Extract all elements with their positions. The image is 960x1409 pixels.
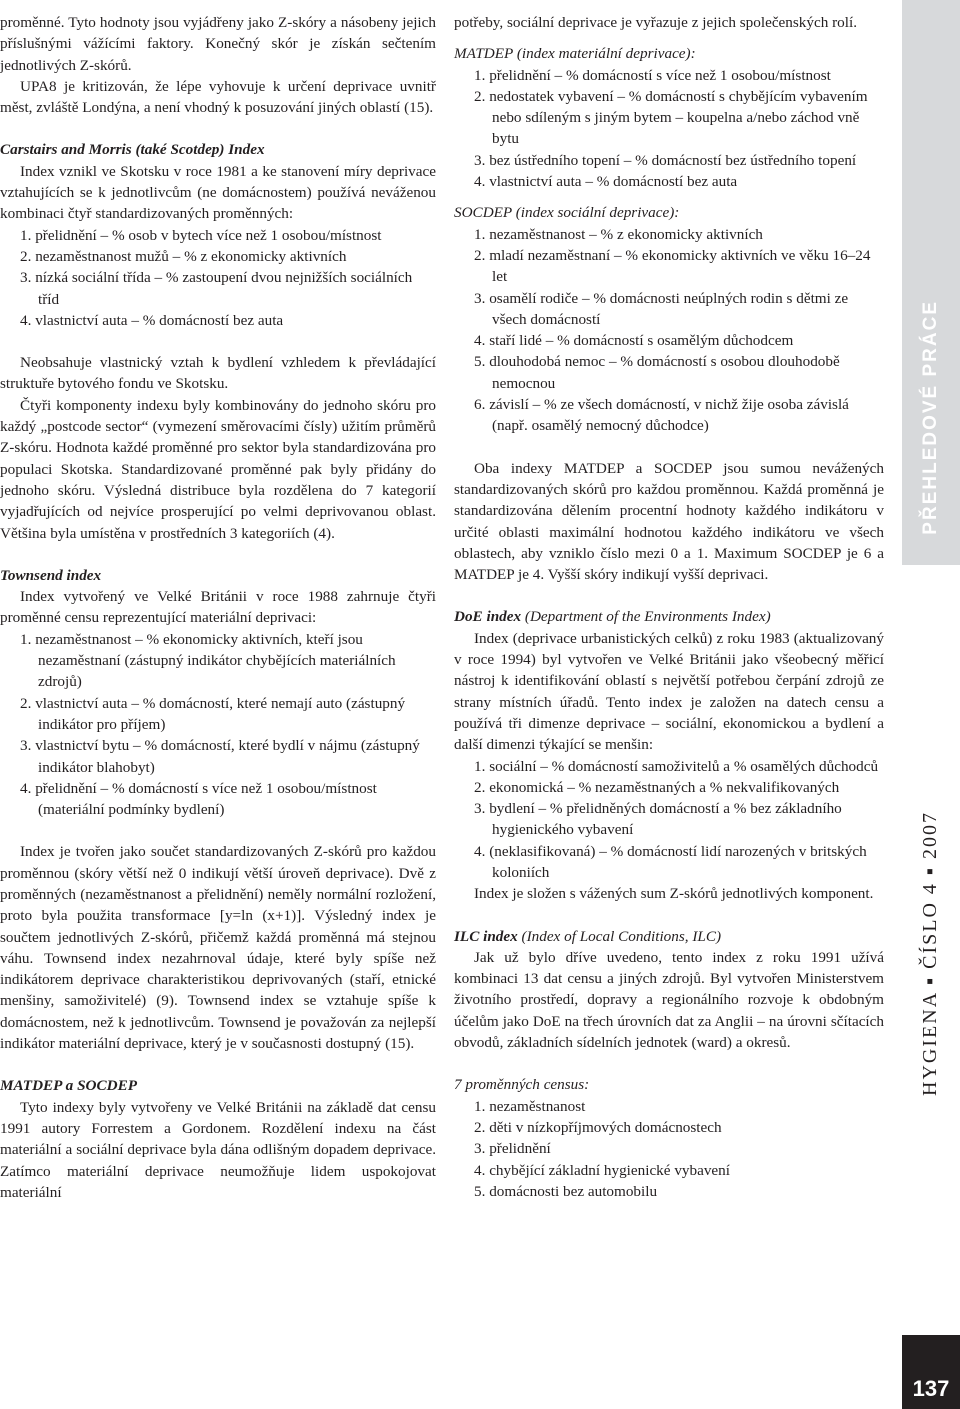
ilc-heading-bold: ILC index: [454, 927, 518, 945]
list-item: 3. vlastnictví bytu – % domácností, které bydlí v nájmu (zástupný indikátor blahobyt): [20, 737, 420, 776]
list-item: 2. mladí nezaměstnaní – % ekonomicky aktivních ve věku 16–24 let: [474, 246, 871, 286]
list-item: 4. staří lidé – % domácností s osamělým důchodcem: [474, 332, 794, 350]
doe-paragraph: Index je složen s vážených sum Z-skórů jednotlivých komponent.: [474, 885, 874, 903]
carstairs-list: [0, 225, 436, 331]
carstairs-text: Index vznikl ve Skotsku v roce 1981 a ke stanovení míry deprivace vztahujících se k jednotlivcům (ne domácnostem) používá neváženou kombinaci čtyř standardizovaných proměnných:: [0, 162, 436, 223]
matdep-socdep-heading: MATDEP a SOCDEP: [0, 1077, 137, 1095]
list-item: 3. nízká sociální třída – % zastoupení dvou nejnižších sociálních tříd: [20, 269, 413, 308]
list-item: 4. chybějící základní hygienické vybavení: [474, 1161, 730, 1179]
list-item: 1. nezaměstnanost: [474, 1097, 586, 1115]
socdep-paragraph: Oba indexy MATDEP a SOCDEP jsou sumou nevážených standardizovaných skórů pro každou proměnnou. Každá proměnná je standardizována dělením procentní hodnoty každého indikátoru v určité oblasti maximální hodnotou každého indikátoru ve všech oblastech, aby vzniklo číslo mezi 0 a 1. Maximum SOCDEP je 6 a MATDEP je 4. Vyšší skóry indikují vyšší deprivaci.: [454, 459, 884, 584]
townsend-text: Index vytvořený ve Velké Británii v roce 1988 zahrnuje čtyři proměnné censu reprezentující materiální deprivaci:: [0, 588, 436, 627]
ilc-text: Jak už bylo dříve uvedeno, tento index z roku 1991 užívá kombinaci 13 dat censu a jiných zdrojů. Byl vytvořen Ministerstvem životního prostředí, dopravy a regionálního rozvoje k obdobným účelům jako DoE na třech úrovních dat za Anglii – na úrovni sčítacích obvodů, základních sídelních jednotek (ward) a okresů.: [454, 948, 884, 1052]
list-item: 2. ekonomická – % nezaměstnaných a % nekvalifikovaných: [474, 778, 840, 796]
intro-paragraph-2: UPA8 je kritizován, že lépe vyhovuje k určení deprivace uvnitř měst, zvláště Londýna, a není vhodný k posuzování jiných oblastí (15).: [0, 77, 436, 117]
doe-heading-bold: DoE index: [454, 608, 522, 626]
doe-text: Index (deprivace urbanistických celků) z roku 1983 (aktualizovaný v roce 1994) byl vytvořen ve Velké Británii jako všeobecný měřicí nástroj k identifikování oblastí s největší potřebou čerpání zdrojů ze strany místních úřadů. Tento index je založen na datech censu a používá tři dimenze deprivace – sociální, ekonomickou a bydlení a další dimenzi týkající se menšin:: [454, 629, 884, 754]
page-sidebar: [902, 0, 960, 1409]
list-item: 3. bydlení – % přelidněných domácností a % bez základního hygienického vybavení: [474, 800, 842, 839]
townsend-list: [0, 629, 436, 821]
census-heading: 7 proměnných census:: [454, 1076, 590, 1094]
list-item: 5. dlouhodobá nemoc – % domácností s osobou dlouhodobě nemocnou: [474, 353, 840, 392]
list-item: 2. vlastnictví auta – % domácností, které nemají auto (zástupný indikátor pro příjem): [20, 694, 406, 733]
socdep-heading: SOCDEP (index sociální deprivace):: [454, 204, 680, 222]
census-list: [454, 1096, 884, 1202]
continued-paragraph: potřeby, sociální deprivace je vyřazuje z jejich společenských rolí.: [454, 14, 858, 31]
list-item: 4. vlastnictví auta – % domácností bez auta: [474, 173, 738, 191]
ilc-heading-rest: (Index of Local Conditions, ILC): [517, 927, 722, 945]
ilc-heading: [454, 926, 884, 947]
right-column: [454, 12, 884, 1202]
list-item: 5. domácnosti bez automobilu: [474, 1182, 658, 1200]
list-item: 6. závislí – % ze všech domácností, v nichž žije osoba závislá (např. osamělý nemocný důchodce): [474, 396, 849, 435]
left-column: [0, 12, 436, 1203]
intro-paragraph-1: proměnné. Tyto hodnoty jsou vyjádřeny jako Z-skóry a násobeny jejich příslušnými vážícími faktory. Konečný skór je získán sečtením jednotlivých Z-skórů.: [0, 14, 436, 74]
townsend-paragraph: Index je tvořen jako součet standardizovaných Z-skórů pro každou proměnnou (skóry větší než 0 indikují větší úroveň deprivace). Dvě z proměnných (nezaměstnanost a přelidnění) neměly normální rozložení, proto byla použita transformace [y=ln (x+1)]. Výsledný index je součtem jednotlivých Z-skórů, přičemž každá proměnná má stejnou váhu. Townsend index nezahrnoval údaje, které byly spíše než indikátorem deprivace charakteristikou deprivovaných (staří, etnické menšiny, samoživitelé) (9). Townsend index se vztahuje spíše k domácnostem, než k jednotlivcům. Townsend je považován za nejlepší indikátor materiální deprivace, který je v současnosti dostupný (15).: [0, 843, 436, 1053]
socdep-list: [454, 224, 884, 437]
list-item: 2. děti v nízkopříjmových domácnostech: [474, 1118, 722, 1136]
journal-label: HYGIENA ▪ ČÍSLO 4 ▪ 2007: [919, 811, 942, 1096]
carstairs-paragraph-1: Neobsahuje vlastnický vztah k bydlení vzhledem k převládající struktuře bytového fondu ve Skotsku.: [0, 354, 436, 393]
list-item: 3. osamělí rodiče – % domácnosti neúplných rodin s dětmi ze všech domácností: [474, 289, 849, 328]
townsend-heading: Townsend index: [0, 566, 102, 584]
doe-heading: [454, 606, 884, 627]
list-item: 1. nezaměstnanost – % ekonomicky aktivních, kteří jsou nezaměstnaní (zástupný indikátor chybějících materiálních zdrojů): [20, 630, 396, 691]
list-item: 1. nezaměstnanost – % z ekonomicky aktivních: [474, 225, 763, 243]
list-item: 3. bez ústředního topení – % domácností bez ústředního topení: [474, 151, 857, 169]
list-item: 4. přelidnění – % domácností s více než 1 osobou/místnost (materiální podmínky bydlení): [20, 779, 377, 819]
matdep-list: [454, 65, 884, 193]
doe-heading-rest: (Department of the Environments Index): [521, 608, 771, 626]
doe-list: [454, 756, 884, 884]
list-item: 2. nedostatek vybavení – % domácností s chybějícím vybavením nebo sdíleným s jiným bytem – koupelna a/nebo záchod vně bytu: [474, 87, 868, 148]
page-number: 137: [902, 1335, 960, 1409]
list-item: 4. (neklasifikovaná) – % domácností lidí narozených v britských koloniích: [474, 842, 867, 881]
section-tab: [902, 0, 960, 565]
journal-tab: [902, 565, 960, 1335]
matdep-heading: MATDEP (index materiální deprivace):: [454, 45, 696, 63]
section-label: PŘEHLEDOVÉ PRÁCE: [920, 300, 942, 535]
list-item: 4. vlastnictví auta – % domácností bez auta: [20, 311, 284, 329]
list-item: 3. přelidnění: [474, 1140, 551, 1158]
list-item: 2. nezaměstnanost mužů – % z ekonomicky aktivních: [20, 247, 347, 265]
list-item: 1. sociální – % domácností samoživitelů a % osamělých důchodců: [474, 757, 879, 775]
list-item: 1. přelidnění – % osob v bytech více než 1 osobou/místnost: [20, 226, 382, 244]
list-item: 1. přelidnění – % domácností s více než 1 osobou/místnost: [474, 66, 831, 84]
carstairs-paragraph-2: Čtyři komponenty indexu byly kombinovány do jednoho skóru pro každý „postcode sector“ (vymezení směrovacími čísly) užitím průměrů Z-skóru. Hodnota každé proměnné pro sektor byla standardizována pro populaci Skotska. Standardizované proměnné pak byly přidány do jednoho skóru. Výsledná distribuce byla rozdělena do 7 kategorií vyjadřujících od nejvíce prosperující po velmi deprivovanou oblast. Většina byla umístěna v prostředních 3 kategoriích (4).: [0, 396, 436, 542]
matdep-socdep-text: Tyto indexy byly vytvořeny ve Velké Británii na základě dat censu 1991 autory Forrestem a Gordonem. Rozdělení indexu na část materiální a sociální deprivace byla dána odlišným dopadem deprivace. Zatímco materiální deprivace neumožňuje lidem uspokojovat materiální: [0, 1098, 436, 1201]
carstairs-heading: Carstairs and Morris (také Scotdep) Index: [0, 141, 265, 159]
